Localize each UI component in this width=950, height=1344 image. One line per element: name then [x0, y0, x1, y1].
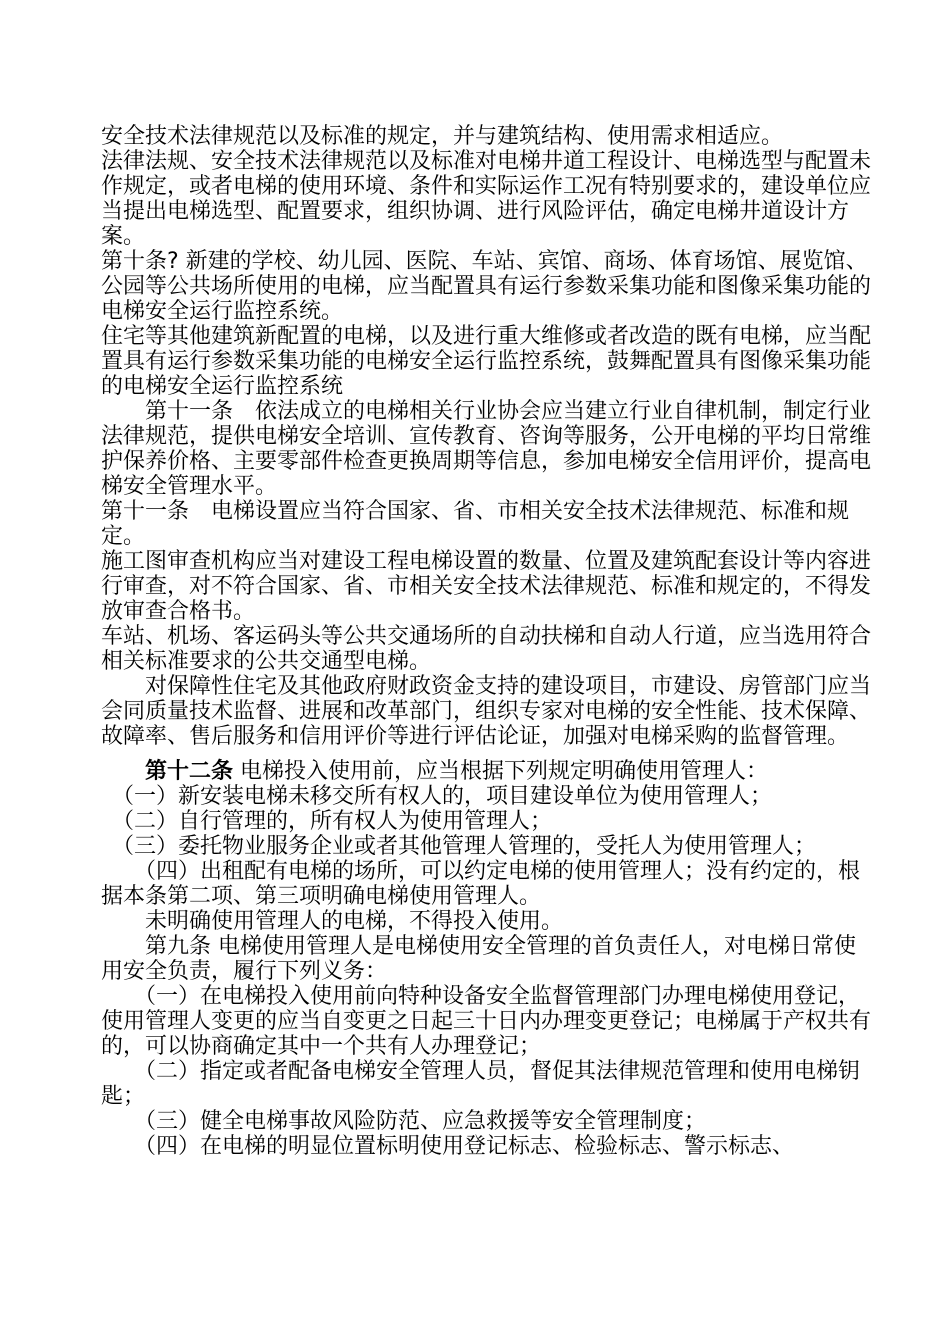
paragraph: 安全技术法律规范以及标准的规定，并与建筑结构、使用需求相适应。	[101, 124, 784, 149]
paragraph: 对保障性住宅及其他政府财政资金支持的建设项目，市建设、房管部门应当会同质量技术监督、进展和改革部门，组织专家对电梯的安全性能、技术保障、故障率、售后服务和信用评价等进行评估论证，加强对电梯采购的监督管理。	[101, 674, 872, 749]
paragraph: 第九条 电梯使用管理人是电梯使用安全管理的首负责任人，对电梯日常使用安全负责，履行下列义务：	[101, 934, 856, 984]
paragraph: 住宅等其他建筑新配置的电梯，以及进行重大维修或者改造的既有电梯，应当配置具有运行参数采集功能的电梯安全运行监控系统，鼓舞配置具有图像采集功能的电梯安全运行监控系统	[101, 324, 872, 399]
paragraph: （一）在电梯投入使用前向特种设备安全监督管理部门办理电梯使用登记，使用管理人变更的应当自变更之日起三十日内办理变更登记；电梯属于产权共有的，可以协商确定其中一个共有人办理登记；	[101, 984, 872, 1059]
paragraph: 第十一条 依法成立的电梯相关行业协会应当建立行业自律机制，制定行业法律规范，提供电梯安全培训、宣传教育、咨询等服务，公开电梯的平均日常维护保养价格、主要零部件检查更换周期等信息，参加电梯安全信用评价，提高电梯安全管理水平。	[101, 399, 872, 499]
paragraph: （三）委托物业服务企业或者其他管理人管理的，受托人为使用管理人；	[101, 834, 817, 859]
paragraph: 车站、机场、客运码头等公共交通场所的自动扶梯和自动人行道，应当选用符合相关标准要求的公共交通型电梯。	[101, 624, 872, 674]
article-heading: 第十二条	[145, 759, 234, 784]
paragraph: 施工图审查机构应当对建设工程电梯设置的数量、位置及建筑配套设计等内容进行审查，对不符合国家、省、市相关安全技术法律规范、标准和规定的，不得发放审查合格书。	[101, 549, 872, 624]
article-paragraph	[101, 759, 871, 784]
paragraph: （二）自行管理的，所有权人为使用管理人；	[101, 809, 553, 834]
paragraph: 法律法规、安全技术法律规范以及标准对电梯井道工程设计、电梯选型与配置未作规定，或者电梯的使用环境、条件和实际运作工况有特别要求的，建设单位应当提出电梯选型、配置要求，组织协调、进行风险评估，确定电梯井道设计方案。	[101, 149, 872, 249]
article-text: 电梯投入使用前，应当根据下列规定明确使用管理人：	[233, 759, 769, 784]
paragraph: 第十一条 电梯设置应当符合国家、省、市相关安全技术法律规范、标准和规定。	[101, 499, 850, 549]
paragraph: （一）新安装电梯未移交所有权人的，项目建设单位为使用管理人；	[101, 784, 773, 809]
paragraph: （二）指定或者配备电梯安全管理人员，督促其法律规范管理和使用电梯钥匙；	[101, 1059, 861, 1109]
paragraph: （四）在电梯的明显位置标明使用登记标志、检验标志、警示标志、	[101, 1134, 795, 1159]
paragraph: （三）健全电梯事故风险防范、应急救援等安全管理制度；	[101, 1109, 707, 1134]
document-body	[101, 124, 871, 1159]
paragraph: （四）出租配有电梯的场所，可以约定电梯的使用管理人；没有约定的，根据本条第二项、第三项明确电梯使用管理人。	[101, 859, 861, 909]
paragraph: 第十条? 新建的学校、幼儿园、医院、车站、宾馆、商场、体育场馆、展览馆、公园等公共场所使用的电梯，应当配置具有运行参数采集功能和图像采集功能的电梯安全运行监控系统。	[101, 249, 872, 324]
paragraph: 未明确使用管理人的电梯，不得投入使用。	[101, 909, 564, 934]
